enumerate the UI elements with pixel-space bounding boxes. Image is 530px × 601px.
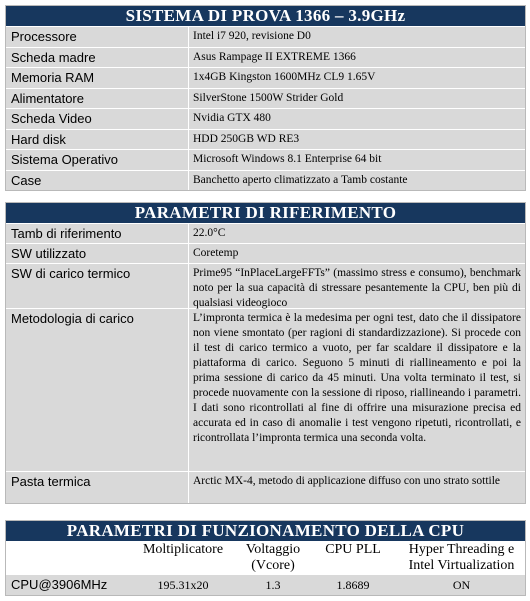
data-cell: 1.3 bbox=[265, 578, 281, 592]
row-value: Prime95 “InPlaceLargeFFTs” (massimo stress e consumo), benchmark noto per la sua capacità di stressare pesantemente la CPU, ben più di qualsiasi videogioco bbox=[193, 267, 521, 309]
header-cell: Moltiplicatore bbox=[142, 542, 224, 557]
table-row bbox=[6, 129, 525, 150]
header-cell bbox=[6, 541, 128, 575]
row-label: Scheda madre bbox=[6, 48, 189, 68]
row-value: 1x4GB Kingston 1600MHz CL9 1.65V bbox=[193, 71, 376, 83]
system-specs-table bbox=[5, 5, 526, 191]
table-row bbox=[6, 308, 525, 471]
row-label: Case bbox=[6, 171, 189, 191]
row-label: Tamb di riferimento bbox=[6, 224, 189, 243]
table-row bbox=[6, 108, 525, 129]
cpu-params-table bbox=[5, 520, 526, 596]
table-row bbox=[6, 263, 525, 308]
row-label: Processore bbox=[6, 27, 189, 47]
table-row bbox=[6, 223, 525, 243]
row-value: SilverStone 1500W Strider Gold bbox=[193, 91, 344, 104]
row-value: 22.0°C bbox=[193, 227, 226, 239]
table-row bbox=[6, 67, 525, 88]
row-value: HDD 250GB WD RE3 bbox=[193, 132, 300, 145]
table-header-row bbox=[6, 541, 525, 575]
row-label: Metodologia di carico bbox=[6, 309, 189, 471]
row-label: Pasta termica bbox=[6, 472, 189, 503]
row-label: Scheda Video bbox=[6, 109, 189, 129]
row-label: CPU@3906MHz bbox=[11, 577, 108, 592]
table-row bbox=[6, 471, 525, 503]
header-cell: Voltaggio (Vcore) bbox=[245, 542, 301, 573]
system-specs-title: SISTEMA DI PROVA 1366 – 3.9GHz bbox=[6, 6, 525, 26]
row-label: SW di carico termico bbox=[6, 264, 189, 308]
row-value: Nvidia GTX 480 bbox=[193, 112, 271, 124]
row-value: Asus Rampage II EXTREME 1366 bbox=[193, 50, 356, 63]
data-cell: ON bbox=[452, 578, 471, 592]
header-cell: CPU PLL bbox=[325, 542, 381, 557]
cpu-params-title: PARAMETRI DI FUNZIONAMENTO DELLA CPU bbox=[6, 521, 525, 541]
table-row bbox=[6, 88, 525, 109]
table-row bbox=[6, 149, 525, 170]
table-row bbox=[6, 243, 525, 263]
row-value: Coretemp bbox=[193, 247, 239, 259]
data-cell: 195.31x20 bbox=[157, 578, 209, 592]
header-cell: Hyper Threading e Intel Virtualization bbox=[408, 542, 515, 573]
reference-params-table bbox=[5, 202, 526, 504]
data-cell: 1.8689 bbox=[336, 578, 370, 592]
reference-params-title: PARAMETRI DI RIFERIMENTO bbox=[6, 203, 525, 223]
row-value: Microsoft Windows 8.1 Enterprise 64 bit bbox=[193, 153, 382, 165]
row-value: Arctic MX-4, metodo di applicazione diffuso con uno strato sottile bbox=[193, 475, 501, 487]
row-value: L’impronta termica è la medesima per ogni test, dato che il dissipatore non viene smontato (per ragioni di standardizzazione). Si procede con il test di carico termico a vuoto, per far scaldare il dissipatore e la piattaforma di carico. Seguono 5 minuti di riallineamento e poi la prima sessione di carico da 45 minuti. Una volta terminato il test, si procede nuovamente con la sessione di riposo, riallineando i parametri. I dati sono ricontrollati al fine di offrire una misurazione precisa ed accurata ed in caso di anomalie i test vengono ripetuti, ricontrollati, e ricontrollata l’impronta termica una seconda volta. bbox=[193, 312, 521, 444]
row-label: SW utilizzato bbox=[6, 244, 189, 263]
table-row bbox=[6, 26, 525, 47]
table-row bbox=[6, 47, 525, 68]
row-label: Alimentatore bbox=[6, 89, 189, 109]
row-label: Hard disk bbox=[6, 130, 189, 150]
row-label: Memoria RAM bbox=[6, 68, 189, 88]
row-value: Banchetto aperto climatizzato a Tamb costante bbox=[193, 173, 408, 186]
row-label: Sistema Operativo bbox=[6, 150, 189, 170]
table-row bbox=[6, 170, 525, 191]
row-value: Intel i7 920, revisione D0 bbox=[193, 30, 311, 42]
table-row bbox=[6, 575, 525, 595]
